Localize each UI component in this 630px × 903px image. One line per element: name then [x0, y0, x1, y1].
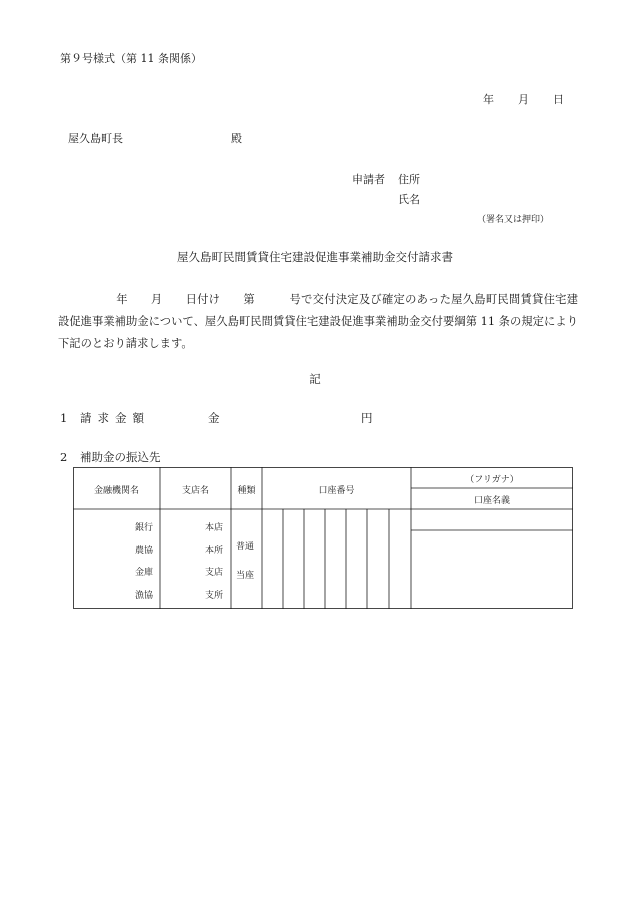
item-1-label: 請求金額	[80, 411, 150, 425]
branch-option-head-office: 本店	[205, 523, 224, 533]
bank-transfer-table	[73, 467, 573, 609]
institution-option-shinkin: 金庫	[135, 568, 154, 578]
date-day-label: 日	[553, 93, 564, 106]
header-account-number: 口座番号	[318, 486, 355, 496]
document-title: 屋久島町民間賃貸住宅建設促進事業補助金交付請求書	[177, 250, 453, 264]
date-year-label: 年	[483, 93, 494, 106]
addressee-name: 屋久島町長	[68, 132, 123, 145]
item-request-amount	[60, 410, 150, 426]
header-account-holder: 口座名義	[473, 496, 510, 506]
header-furigana: （フリガナ）	[465, 475, 519, 485]
branch-option-branch: 支店	[205, 568, 224, 578]
item-1-number: 1	[60, 411, 68, 425]
date-month-label: 月	[518, 93, 529, 106]
branch-option-sub-branch: 支所	[205, 591, 224, 601]
item-2-number: 2	[60, 450, 68, 464]
request-paragraph-text: 年 月 日付け 第 号で交付決定及び確定のあった屋久島町民間賃貸住宅建設促進事業補助金について、屋久島町民間賃貸住宅建設促進事業補助金交付要綱第 11 条の規定により下記のとおり請求します。	[58, 293, 578, 350]
amount-prefix: 金	[208, 411, 220, 425]
header-branch: 支店名	[181, 486, 209, 496]
institution-option-bank: 銀行	[135, 523, 154, 533]
type-option-ordinary: 普通	[236, 542, 255, 552]
header-institution: 金融機関名	[93, 486, 139, 496]
record-mark: 記	[309, 372, 321, 386]
addressee-honorific: 殿	[231, 132, 242, 145]
item-2-label: 補助金の振込先	[80, 450, 161, 464]
applicant-address-label: 住所	[398, 173, 420, 186]
applicant-name-label: 氏名	[398, 193, 420, 206]
seal-note: （署名又は押印）	[477, 215, 550, 225]
type-option-current: 当座	[236, 571, 255, 581]
date-line	[483, 91, 564, 107]
institution-option-fish-coop: 漁協	[135, 591, 154, 601]
institution-option-agri-coop: 農協	[135, 546, 154, 556]
amount-suffix: 円	[361, 411, 373, 425]
request-paragraph	[58, 289, 578, 355]
applicant-label: 申請者	[352, 173, 385, 186]
item-transfer-destination	[60, 449, 161, 465]
form-number: 第９号様式（第 11 条関係）	[60, 52, 202, 65]
branch-option-main-office: 本所	[205, 546, 224, 556]
header-type: 種類	[237, 486, 256, 496]
